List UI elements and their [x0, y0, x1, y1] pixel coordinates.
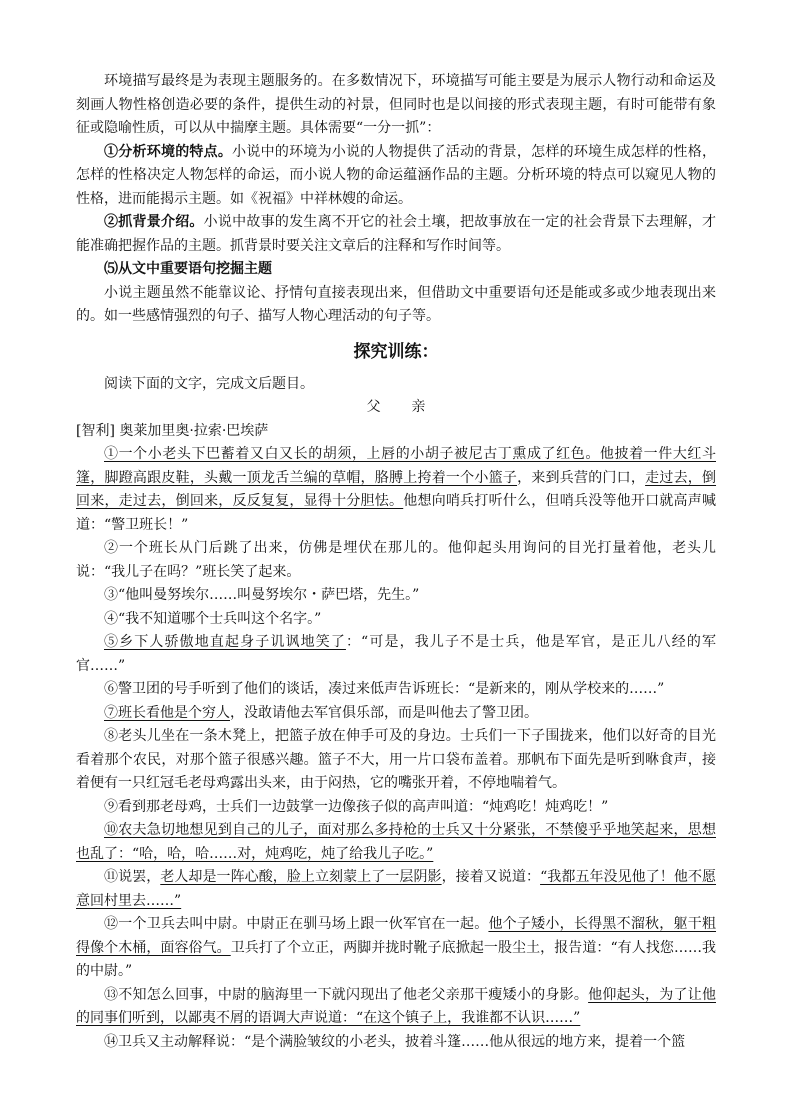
- text-13a: ⑬不知怎么回事，中尉的脑海里一下就闪现出了他老父亲那干瘦矮小的身影。: [104, 986, 589, 1003]
- underline-1a: ①一个小老头下巴蓄着又白又长的胡须，上唇的小胡子被尼古丁熏成了红色。他披着一件大红斗篷，: [76, 446, 716, 486]
- training-heading: 探究训练：: [353, 341, 439, 362]
- underline-11b: “我都五年没见他了！他不愿意回村里去……”: [76, 869, 717, 909]
- story-paragraph-8: ⑧老头儿坐在一条木凳上，把篮子放在伸手可及的身边。士兵们一下子围拢来，他们以好奇的目光看着那个农民，对那个篮子很感兴趣。篮子不大，用一片口袋布盖着。那帆布下面先是听到咻食声，接着便有一只红冠毛老母鸡露出头来，由于闷热，它的嘴张开着，不停地喘着气。: [76, 728, 716, 791]
- text-1a: ，来到兵营的门口，: [517, 469, 646, 486]
- point-2-title: ②抓背景介绍。: [104, 214, 204, 230]
- story-paragraph-4: ④“我不知道哪个士兵叫这个名字。”: [104, 610, 322, 627]
- underline-10: ⑩农夫急切地想见到自己的儿子，面对那么多持枪的士兵又十分紧张，不禁傻乎乎地笑起来，思想也乱了：“哈，哈，哈……对，炖鸡吃，炖了给我儿子吃。”: [76, 822, 716, 862]
- section-5-title: ⑸从文中重要语句挖掘主题: [104, 261, 272, 277]
- intro-paragraph-3: [76, 211, 716, 258]
- underline-5: ⑤乡下人骄傲地直起身子讥讽地笑了: [104, 634, 346, 650]
- story-author: [智利] 奥莱加里奥·拉索·巴埃萨: [76, 422, 269, 439]
- underline-12: 他个子矮小，长得黑不溜秋，躯干粗得像个木桶，面容俗气。: [76, 916, 717, 956]
- point-2-text: 小说中故事的发生离不开它的社会土壤，把故事放在一定的社会背景下去理解，才能准确把握作品的主题。抓背景时要关注文章后的注释和写作时间等。: [76, 214, 717, 254]
- story-paragraph-6: ⑥警卫团的号手听到了他们的谈话，凑过来低声告诉班长：“是新来的，刚从学校来的……”: [104, 681, 665, 697]
- underline-1c: 走过去，倒回来，走过去，倒回来，反反复复，显得十分胆怯。: [76, 469, 717, 509]
- story-paragraph-14: ⑭卫兵又主动解释说：“是个满脸皱纹的小老头，披着斗篷……他从很远的地方来，提着一个篮: [104, 1033, 686, 1050]
- intro-paragraph-4: 小说主题虽然不能靠议论、抒情句直接表现出来，但借助文中重要语句还是能或多或少地表现出来的。如一些感情强烈的句子、描写人物心理活动的句子等。: [76, 284, 716, 324]
- text-7: ，没敢请他去军官俱乐部，而是叫他去了警卫团。: [230, 704, 538, 721]
- point-1-text: 小说中的环境为小说的人物提供了活动的背景，怎样的环境生成怎样的性格，怎样的性格决定人物怎样的命运，而小说人物的命运蕴涵作品的主题。分析环境的特点可以窥见人物的性格，进而能揭示主题。如《祝福》中祥林嫂的命运。: [76, 143, 717, 207]
- story-paragraph-1: [76, 443, 716, 537]
- story-paragraph-9: ⑨看到那老母鸡，士兵们一边鼓掌一边像孩子似的高声叫道：“炖鸡吃！炖鸡吃！”: [104, 798, 609, 815]
- underline-1b: 脚蹬高跟皮鞋，头戴一顶龙舌兰编的草帽，胳膊上挎着一个小篮子: [104, 469, 518, 486]
- story-paragraph-7: [76, 702, 716, 726]
- text-12b: 卫兵打了个立正，两脚并拢时靴子底掀起一股尘土，报告道：“有人找您……我的中尉。”: [76, 939, 717, 979]
- intro-paragraph-1: 环境描写最终是为表现主题服务的。在多数情况下，环境描写可能主要是为展示人物行动和命运及刻画人物性格创造必要的条件，提供生动的衬景，但同时也是以间接的形式表现主题，有时可能带有象征或隐喻性质，可以从中揣摩主题。具体需要“一分一抓”：: [76, 73, 716, 136]
- story-paragraph-13: [76, 984, 716, 1031]
- story-paragraph-3: ③“他叫曼努埃尔……叫曼努埃尔・萨巴塔，先生。”: [104, 587, 420, 603]
- underline-13: 他仰起头，为了让他的同事们听到，以鄙夷不屑的语调大声说道：“在这个镇子上，我谁都不认识……”: [76, 986, 716, 1026]
- document-body: [76, 70, 716, 1054]
- training-instruction: 阅读下面的文字，完成文后题目。: [104, 375, 314, 392]
- story-paragraph-12: [76, 913, 716, 984]
- underline-11a: 老人却是一阵心酸，脸上立刻蒙上了一层阴影: [160, 869, 442, 885]
- story-paragraph-2: ②一个班长从门后跳了出来，仿佛是埋伏在那儿的。他仰起头用询问的目光打量着他，老头儿说：“我儿子在吗？”班长笑了起来。: [76, 540, 716, 580]
- story-title: 父 亲: [366, 399, 434, 415]
- text-12a: ⑫一个卫兵去叫中尉。中尉正在驯马场上跟一伙军官在一起。: [104, 916, 489, 932]
- story-paragraph-10: [76, 819, 716, 866]
- text-11b: ，接着又说道：: [441, 869, 541, 885]
- story-paragraph-5: [76, 631, 716, 678]
- story-paragraph-11: [76, 866, 716, 913]
- text-11a: ⑪说罢，: [104, 869, 161, 885]
- underline-7: ⑦班长看他是个穷人: [104, 704, 230, 721]
- text-1b: 他想向哨兵打听什么，但哨兵没等他开口就高声喊道：“警卫班长！”: [76, 493, 717, 533]
- intro-paragraph-2: [76, 141, 716, 212]
- point-1-title: ①分析环境的特点。: [104, 143, 233, 160]
- text-5: ：“可是，我儿子不是士兵，他是军官，是正儿八经的军官……”: [76, 634, 716, 674]
